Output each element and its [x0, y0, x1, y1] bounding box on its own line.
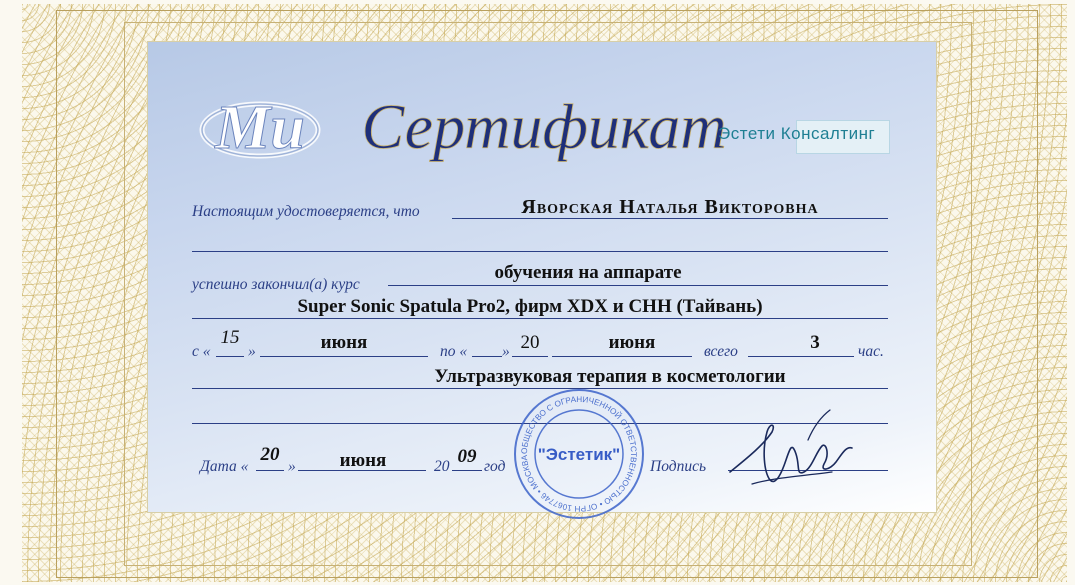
esteti-consulting-logo: [718, 116, 890, 154]
to-label: по «: [440, 343, 468, 360]
company-stamp: [512, 387, 646, 521]
date-year-word: год: [484, 458, 506, 475]
course-underline-2: [192, 318, 888, 319]
date-year-underline: [452, 470, 482, 471]
mi-logo: [198, 82, 328, 174]
to-month: июня: [608, 332, 656, 353]
date-month: июня: [339, 450, 387, 471]
handwritten-signature: [712, 402, 862, 502]
course-line-1: обучения на аппарате: [494, 262, 682, 283]
blank-line-1: [192, 251, 888, 252]
stamp-ring-path: ОБЩЕСТВО С ОГРАНИЧЕННОЙ ОТВЕТСТВЕННОСТЬЮ • ОГРН 1067746 • МОСКВА: [519, 394, 639, 514]
date-year-suffix: 09: [457, 446, 477, 467]
date-day-underline: [256, 470, 284, 471]
completed-label: успешно закончил(а) курс: [192, 276, 360, 293]
from-day: 15: [220, 327, 240, 348]
to-close: »: [502, 343, 510, 360]
from-label: с «: [192, 343, 211, 360]
certify-label: Настоящим удостоверяется, что: [192, 203, 420, 220]
from-day-underline: [216, 356, 244, 357]
date-label: Дата «: [200, 458, 249, 475]
to-day-underline-b: [512, 356, 548, 357]
full-name: Яворская Наталья Викторовна: [521, 196, 819, 218]
course-line-2: Super Sonic Spatula Pro2, фирм XDX и CHH (Тайвань): [297, 296, 763, 317]
to-month-underline: [552, 356, 692, 357]
hours-underline: [748, 356, 854, 357]
hours-value: 3: [810, 332, 820, 353]
signature-label: Подпись: [650, 458, 707, 475]
date-day: 20: [260, 444, 280, 465]
to-day-underline-a: [472, 356, 502, 357]
course-underline-1: [388, 285, 888, 286]
from-month-underline: [260, 356, 428, 357]
hours-unit: час.: [858, 343, 884, 360]
topic: Ультразвуковая терапия в косметологии: [434, 366, 786, 387]
from-month: июня: [320, 332, 368, 353]
from-close: »: [248, 343, 256, 360]
esteti-logo-text: Эстети Консалтинг: [718, 124, 876, 143]
date-year-prefix: 20: [434, 458, 450, 475]
title-graphic: [361, 78, 727, 178]
total-label: всего: [704, 343, 738, 360]
stamp-center-text: "Эстетик": [537, 445, 621, 464]
mi-logo-text: Ми: [215, 94, 305, 162]
to-day: 20: [520, 332, 540, 353]
date-close: »: [288, 458, 296, 475]
certificate-title: Сертификат: [361, 91, 727, 162]
